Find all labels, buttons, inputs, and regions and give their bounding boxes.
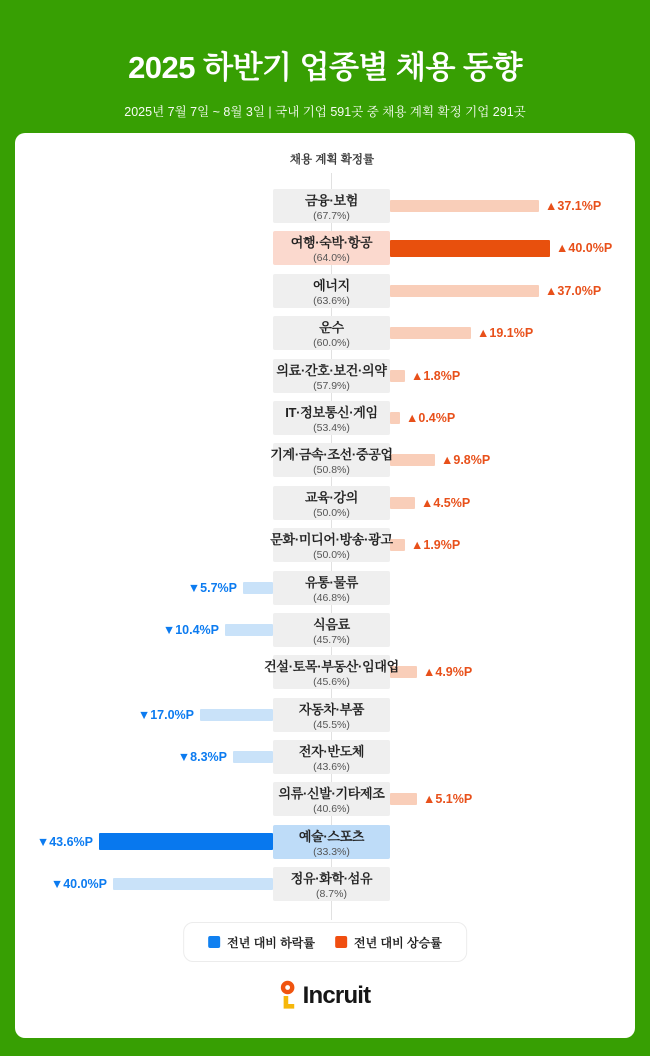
increase-side	[390, 655, 635, 689]
category-box	[273, 231, 390, 265]
confirm-rate: (33.3%)	[313, 845, 350, 858]
chart-row	[15, 613, 635, 647]
decrease-bar	[243, 582, 273, 594]
confirm-rate: (57.9%)	[313, 379, 350, 392]
category-name: 전자·반도체	[298, 744, 365, 760]
increase-delta-label: ▲1.8%P	[411, 368, 461, 383]
page-subtitle: 2025년 7월 7일 ~ 8월 3일 | 국내 기업 591곳 중 채용 계획 확정 기업 291곳	[124, 105, 526, 119]
decrease-side	[15, 613, 273, 647]
category-box	[264, 655, 399, 689]
category-name: 유통·물류	[304, 574, 359, 590]
decrease-delta-label: ▼43.6%P	[36, 834, 93, 849]
decrease-side	[15, 443, 273, 477]
decrease-delta-label: ▼17.0%P	[137, 707, 194, 722]
decrease-side	[15, 782, 273, 816]
chart-row	[15, 274, 635, 308]
decrease-side	[15, 655, 273, 689]
confirm-rate: (50.0%)	[313, 549, 350, 562]
header	[0, 0, 650, 120]
page-title: 2025 하반기 업종별 채용 동향	[128, 50, 522, 85]
category-box	[273, 401, 390, 435]
increase-delta-label: ▲4.5%P	[421, 495, 471, 510]
category-box	[273, 571, 390, 605]
increase-side	[390, 528, 635, 562]
chart-row	[15, 571, 635, 605]
chart-row	[15, 825, 635, 859]
category-name: 금융·보험	[304, 193, 359, 208]
decrease-side	[15, 825, 273, 859]
decrease-side	[15, 698, 273, 732]
decrease-side	[15, 274, 273, 308]
confirm-rate: (53.4%)	[313, 421, 350, 434]
chart-row	[15, 528, 635, 562]
confirm-rate: (63.6%)	[313, 294, 350, 307]
category-name: 문화·미디어·방송·광고	[270, 532, 393, 548]
increase-bar	[390, 327, 471, 339]
increase-bar	[390, 412, 400, 424]
decrease-side	[15, 359, 273, 393]
increase-bar	[390, 793, 417, 805]
chart-card	[15, 133, 635, 1038]
category-box	[273, 782, 390, 816]
category-name: 자동차·부품	[298, 701, 365, 717]
category-box	[273, 613, 390, 647]
decrease-delta-label: ▼8.3%P	[177, 750, 227, 765]
increase-delta-label: ▲37.0%P	[545, 283, 602, 298]
legend-label-increase: 전년 대비 상승률	[354, 935, 442, 950]
confirm-rate: (64.0%)	[313, 252, 350, 265]
chart-rows	[15, 189, 635, 901]
category-box	[270, 528, 393, 562]
decrease-side	[15, 401, 273, 435]
confirm-rate: (43.6%)	[313, 761, 350, 774]
axis-label: 채용 계획 확정률	[289, 154, 375, 166]
confirm-rate: (50.8%)	[313, 464, 350, 477]
decrease-bar	[113, 878, 273, 890]
decrease-side	[15, 528, 273, 562]
confirm-rate: (40.6%)	[313, 803, 350, 816]
category-box	[273, 740, 390, 774]
chart-row	[15, 401, 635, 435]
incruit-logo-text: Incruit	[302, 981, 371, 1009]
increase-side	[390, 825, 635, 859]
category-name: 정유·화학·섬유	[290, 871, 373, 887]
increase-delta-label: ▲5.1%P	[423, 792, 473, 807]
decrease-bar	[233, 751, 273, 763]
increase-side	[390, 613, 635, 647]
category-box	[273, 867, 390, 901]
category-box	[273, 274, 390, 308]
increase-side	[390, 571, 635, 605]
decrease-bar	[225, 624, 273, 636]
increase-side	[390, 486, 635, 520]
decrease-side	[15, 231, 273, 265]
decrease-bar	[99, 833, 273, 850]
category-box	[270, 443, 393, 477]
category-name: 예술·스포츠	[298, 828, 365, 844]
confirm-rate: (45.5%)	[313, 718, 350, 731]
increase-delta-label: ▲1.9%P	[411, 538, 461, 553]
category-name: 의류·신발·기타제조	[278, 786, 385, 802]
increase-side	[390, 316, 635, 350]
chart-row	[15, 698, 635, 732]
decrease-delta-label: ▼5.7%P	[187, 580, 237, 595]
increase-bar	[390, 285, 539, 297]
legend-label-decrease: 전년 대비 하락률	[227, 935, 315, 950]
decrease-side	[15, 571, 273, 605]
increase-delta-label: ▲0.4%P	[406, 410, 456, 425]
category-box	[273, 189, 390, 223]
decrease-bar	[200, 709, 273, 721]
increase-side	[390, 359, 635, 393]
chart-row	[15, 359, 635, 393]
legend-item-decrease	[208, 934, 315, 951]
increase-side	[390, 782, 635, 816]
chart-row	[15, 316, 635, 350]
increase-bar	[390, 454, 435, 466]
confirm-rate: (46.8%)	[313, 591, 350, 604]
decrease-side	[15, 740, 273, 774]
confirm-rate: (60.0%)	[313, 337, 350, 350]
category-box	[273, 825, 390, 859]
chart-row	[15, 189, 635, 223]
confirm-rate: (8.7%)	[316, 888, 347, 901]
confirm-rate: (50.0%)	[313, 506, 350, 519]
increase-delta-label: ▲4.9%P	[423, 665, 473, 680]
chart-row	[15, 443, 635, 477]
category-name: 기계·금속·조선·중공업	[270, 447, 393, 463]
increase-delta-label: ▲37.1%P	[545, 199, 602, 213]
chart-row	[15, 867, 635, 901]
category-box	[273, 359, 390, 393]
chart-row	[15, 740, 635, 774]
increase-swatch-icon	[335, 936, 347, 948]
increase-side	[390, 274, 635, 308]
increase-bar	[390, 240, 550, 257]
category-name: IT·정보통신·게임	[285, 404, 378, 420]
increase-side	[390, 867, 635, 901]
increase-delta-label: ▲40.0%P	[556, 241, 613, 256]
category-name: 식음료	[313, 616, 350, 632]
category-name: 에너지	[313, 277, 350, 293]
confirm-rate: (67.7%)	[313, 210, 350, 222]
increase-side	[390, 231, 635, 265]
category-name: 운수	[319, 320, 344, 336]
chart-row	[15, 782, 635, 816]
legend	[183, 922, 467, 962]
decrease-side	[15, 867, 273, 901]
increase-side	[390, 189, 635, 223]
confirm-rate: (45.7%)	[313, 633, 350, 646]
decrease-swatch-icon	[208, 936, 220, 948]
incruit-logo-icon	[280, 979, 301, 1012]
increase-delta-label: ▲9.8%P	[441, 453, 491, 468]
legend-item-increase	[335, 934, 442, 951]
increase-side	[390, 401, 635, 435]
decrease-side	[15, 189, 273, 223]
increase-delta-label: ▲19.1%P	[477, 326, 534, 341]
increase-bar	[390, 497, 415, 509]
chart-row	[15, 486, 635, 520]
increase-side	[390, 698, 635, 732]
incruit-logo	[280, 979, 371, 1012]
decrease-side	[15, 316, 273, 350]
decrease-delta-label: ▼40.0%P	[50, 877, 107, 892]
decrease-side	[15, 486, 273, 520]
confirm-rate: (45.6%)	[313, 676, 350, 689]
increase-bar	[390, 370, 405, 382]
decrease-delta-label: ▼10.4%P	[162, 622, 219, 637]
category-name: 교육·강의	[304, 489, 359, 505]
category-name: 여행·숙박·항공	[290, 235, 373, 251]
category-name: 의료·간호·보건·의약	[276, 362, 387, 378]
category-box	[273, 486, 390, 520]
category-box	[273, 698, 390, 732]
increase-side	[390, 740, 635, 774]
chart-row	[15, 231, 635, 265]
chart-row	[15, 655, 635, 689]
increase-bar	[390, 200, 539, 212]
increase-side	[390, 443, 635, 477]
category-name: 건설·토목·부동산·임대업	[264, 659, 399, 675]
category-box	[273, 316, 390, 350]
